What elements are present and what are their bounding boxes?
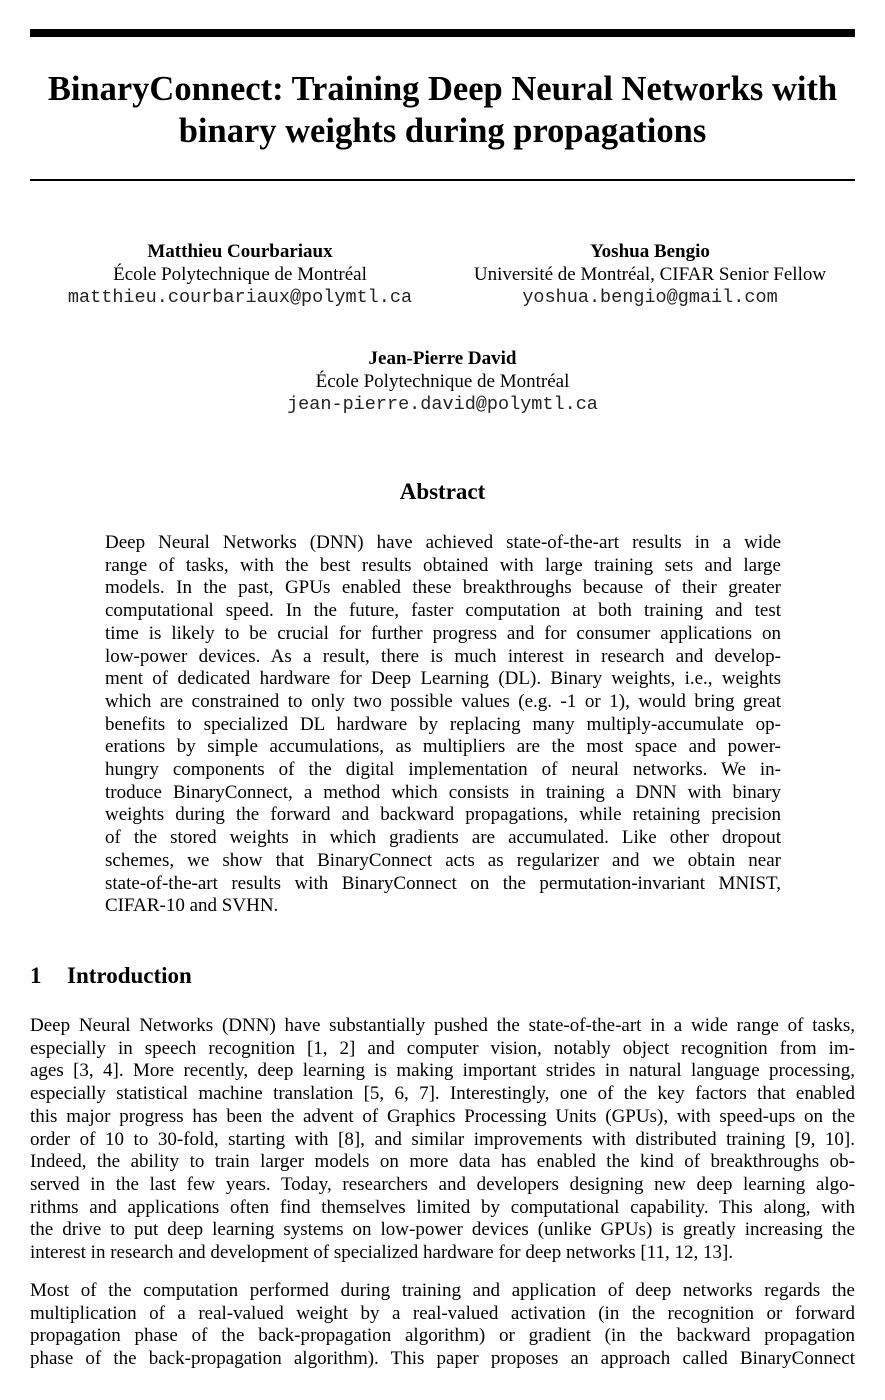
- paper-title: [30, 68, 855, 152]
- abstract-heading: Abstract: [399, 479, 486, 504]
- abstract-line: state-of-the-art results with BinaryConnect on the permutation-invariant MNIST,: [105, 872, 781, 894]
- paragraph-line: propagation phase of the back-propagation algorithm) or gradient (in the backward propagation: [30, 1325, 855, 1347]
- section-heading: [30, 962, 192, 990]
- paragraph-line: order of 10 to 30-fold, starting with [8], and similar improvements with distributed training [9, 10].: [30, 1128, 855, 1150]
- intro-paragraph-1: [30, 1015, 855, 1265]
- author-affiliation: École Polytechnique de Montréal: [113, 264, 367, 285]
- section-number: 1: [30, 963, 42, 988]
- abstract-line: weights during the forward and backward propagations, while retaining precision: [105, 804, 781, 826]
- title-rule: [30, 179, 855, 181]
- author-block: [435, 240, 865, 309]
- title-line: BinaryConnect: Training Deep Neural Networks with: [47, 70, 838, 108]
- abstract-line: troduce BinaryConnect, a method which consists in training a DNN with binary: [105, 781, 781, 803]
- paragraph-line: especially in speech recognition [1, 2] and computer vision, notably object recognition from im-: [30, 1037, 855, 1059]
- section-title: Introduction: [67, 963, 192, 988]
- author-affiliation: École Polytechnique de Montréal: [315, 371, 570, 392]
- abstract-line: which are constrained to only two possible values (e.g. -1 or 1), would bring great: [105, 690, 781, 712]
- author-affiliation: Université de Montréal, CIFAR Senior Fellow: [473, 264, 827, 285]
- paragraph-line: Deep Neural Networks (DNN) have substantially pushed the state-of-the-art in a wide range of tasks,: [30, 1015, 855, 1036]
- abstract-line: hungry components of the digital implementation of neural networks. We in-: [105, 759, 781, 781]
- abstract-line: computational speed. In the future, faster computation at both training and test: [105, 600, 781, 622]
- abstract-line: schemes, we show that BinaryConnect acts as regularizer and we obtain near: [105, 849, 781, 871]
- abstract-line: time is likely to be crucial for further progress and for consumer applications on: [105, 622, 781, 644]
- author-email: jean-pierre.david@polymtl.ca: [287, 394, 598, 415]
- author-block: [230, 347, 655, 416]
- top-rule: [30, 29, 855, 37]
- paragraph-line: multiplication of a real-valued weight by a real-valued activation (in the recognition or forward: [30, 1302, 855, 1324]
- paragraph-line: ages [3, 4]. More recently, deep learning is making important strides in natural language processing,: [30, 1060, 855, 1082]
- paragraph-line: Most of the computation performed during training and application of deep networks regards the: [30, 1280, 855, 1301]
- paragraph-line: especially statistical machine translation [5, 6, 7]. Interestingly, one of the key factors that enabled: [30, 1083, 855, 1105]
- paragraph-line: served in the last few years. Today, researchers and developers designing new deep learning algo-: [30, 1173, 855, 1195]
- abstract-body: [105, 532, 781, 918]
- author-name: Yoshua Bengio: [590, 241, 710, 262]
- paragraph-line: the drive to put deep learning systems on low-power devices (unlike GPUs) is greatly increasing the: [30, 1219, 855, 1241]
- paragraph-line: interest in research and development of specialized hardware for deep networks [11, 12, 13].: [30, 1242, 734, 1264]
- abstract-line: CIFAR-10 and SVHN.: [105, 895, 279, 917]
- abstract-line: Deep Neural Networks (DNN) have achieved state-of-the-art results in a wide: [105, 532, 781, 553]
- paragraph-line: Indeed, the ability to train larger models on more data has enabled the kind of breakthroughs ob-: [30, 1151, 855, 1173]
- intro-paragraph-2: [30, 1280, 855, 1371]
- abstract-line: low-power devices. As a result, there is much interest in research and develop-: [105, 645, 781, 667]
- abstract-line: of the stored weights in which gradients are accumulated. Like other dropout: [105, 827, 781, 849]
- abstract-line: benefits to specialized DL hardware by replacing many multiply-accumulate op-: [105, 713, 781, 735]
- abstract-line: range of tasks, with the best results obtained with large training sets and large: [105, 554, 781, 576]
- author-email: matthieu.courbariaux@polymtl.ca: [67, 287, 413, 308]
- paragraph-line: phase of the back-propagation algorithm). This paper proposes an approach called BinaryConnect: [30, 1348, 855, 1370]
- title-line: binary weights during propagations: [178, 112, 707, 150]
- author-email: yoshua.bengio@gmail.com: [522, 287, 778, 308]
- author-name: Jean-Pierre David: [368, 348, 517, 369]
- author-name: Matthieu Courbariaux: [147, 241, 333, 262]
- abstract-line: ment of dedicated hardware for Deep Learning (DL). Binary weights, i.e., weights: [105, 668, 781, 690]
- paragraph-line: this major progress has been the advent of Graphics Processing Units (GPUs), with speed-ups on the: [30, 1105, 855, 1127]
- abstract-line: erations by simple accumulations, as multipliers are the most space and power-: [105, 736, 781, 758]
- paragraph-line: rithms and applications often find themselves limited by computational capability. This along, with: [30, 1196, 855, 1218]
- author-block: [30, 240, 450, 309]
- abstract-line: models. In the past, GPUs enabled these breakthroughs because of their greater: [105, 577, 781, 599]
